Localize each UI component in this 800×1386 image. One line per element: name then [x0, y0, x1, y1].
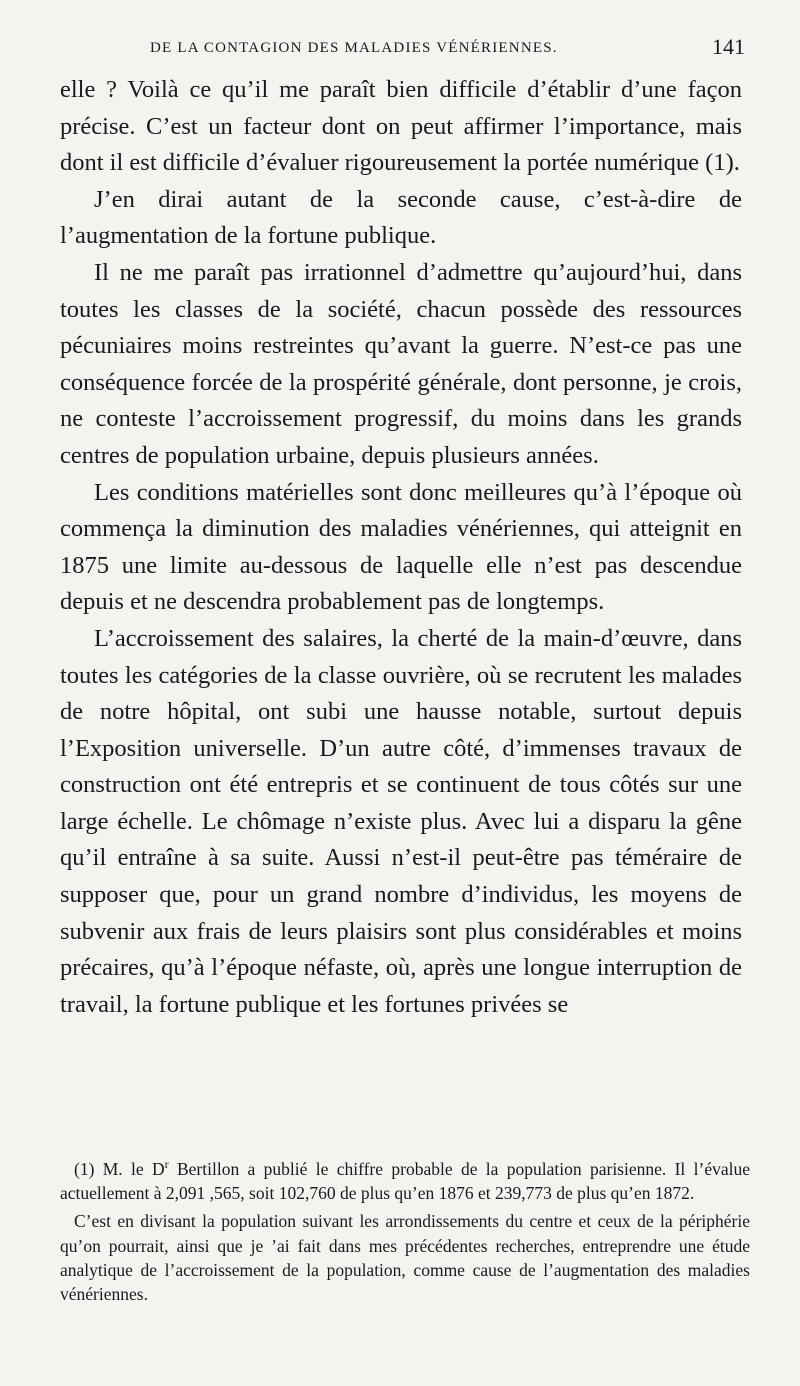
paragraph-3: Il ne me paraît pas irrationnel d’admettre qu’aujourd’hui, dans toutes les classes de la société, chacun possède des ressources pécuniaires moins restreintes qu’avant la guerre. N’est-ce pas une conséquence forcée de la prospérité générale, dont personne, je crois, ne conteste l’accroissement progressif, du moins dans les grands centres de population urbaine, depuis plusieurs années.: [60, 258, 742, 469]
paragraph-2: J’en dirai autant de la seconde cause, c’est-à-dire de l’augmentation de la fortune publique.: [60, 185, 742, 250]
footnote-1-prefix: (1) M. le D: [74, 1159, 165, 1179]
footnotes: [60, 1157, 750, 1306]
footnote-1: [60, 1157, 750, 1205]
running-title: DE LA CONTAGION DES MALADIES VÉNÉRIENNES.: [150, 40, 558, 56]
footnote-2: C’est en divisant la population suivant les arrondissements du centre et ceux de la périphérie qu’on pourrait, ainsi que je ’ai fait dans mes précédentes recherches, entreprendre une étude analytique de l’accroissement de la population, comme cause de l’augmentation des maladies vénériennes.: [60, 1211, 750, 1305]
page-header: [150, 34, 745, 64]
body-text: [60, 72, 742, 1023]
footnote-1-text: Bertillon a publié le chiffre probable de la population parisienne. Il l’évalue actuellement à 2,091 ,565, soit 102,760 de plus qu’en 1876 et 239,773 de plus qu’en 1872.: [60, 1159, 750, 1204]
paragraph-4: Les conditions matérielles sont donc meilleures qu’à l’époque où commença la diminution des maladies vénériennes, qui atteignit en 1875 une limite au-dessous de laquelle elle n’est pas descendue depuis et ne descendra probablement pas de longtemps.: [60, 478, 742, 616]
page-number: 141: [712, 34, 745, 59]
paragraph-5: L’accroissement des salaires, la cherté de la main-d’œuvre, dans toutes les catégories de la classe ouvrière, où se recrutent les malades de notre hôpital, ont subi une hausse notable, surtout depuis l’Exposition universelle. D’un autre côté, d’immenses travaux de construction ont été entrepris et se continuent de tous côtés sur une large échelle. Le chômage n’existe plus. Avec lui a disparu la gêne qu’il entraîne à sa suite. Aussi n’est-il peut-être pas téméraire de supposer que, pour un grand nombre d’individus, les moyens de subvenir aux frais de leurs plaisirs sont plus considérables et moins précaires, qu’à l’époque néfaste, où, après une longue interruption de travail, la fortune publique et les fortunes privées se: [60, 624, 742, 1018]
paragraph-1: elle ? Voilà ce qu’il me paraît bien difficile d’établir d’une façon précise. C’est un facteur dont on peut affirmer l’importance, mais dont il est difficile d’évaluer rigoureusement la portée numérique (1).: [60, 76, 742, 177]
footnote-1-superscript: r: [164, 1157, 169, 1172]
